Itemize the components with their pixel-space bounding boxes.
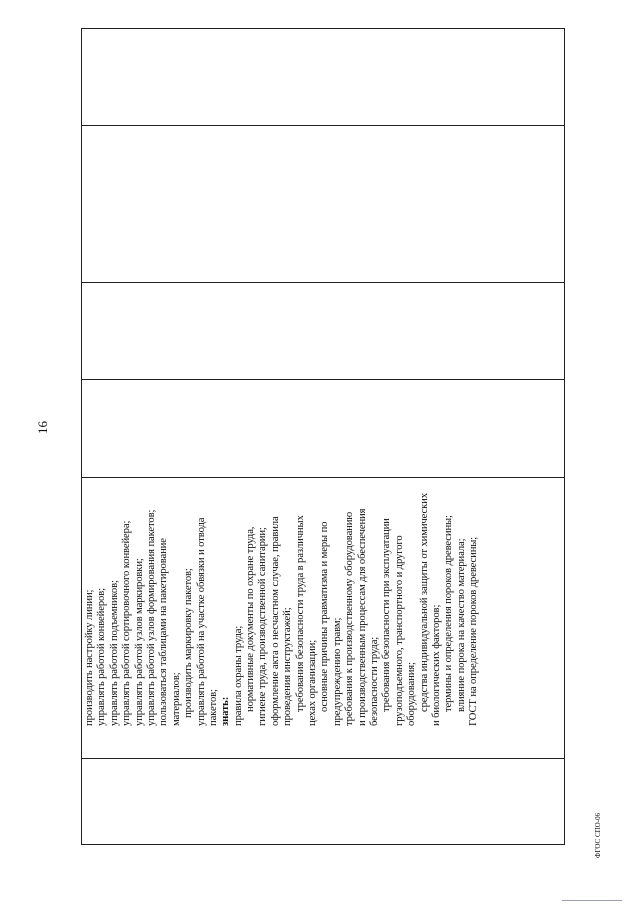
table-cell-empty-3 <box>82 283 564 380</box>
know-heading: знать: <box>220 696 232 726</box>
knowledge-line: влияние порока на качество материала; <box>455 538 467 712</box>
edge-marker-line <box>562 900 622 902</box>
knowledge-line: безопасности труда; <box>368 636 380 726</box>
knowledge-line: и производственным процессам для обеспечения <box>356 508 368 726</box>
knowledge-line: оборудования; <box>406 662 418 726</box>
knowledge-line: нормативные документы по охране труда, <box>245 526 257 712</box>
skill-line: пакетов; <box>207 689 219 726</box>
knowledge-line: оформление акта о несчастном случае, правила <box>269 516 281 726</box>
skill-line: управлять работой конвейеров; <box>96 588 108 726</box>
knowledge-line: гигиене труда, производственной санитарии; <box>257 527 269 726</box>
knowledge-line: цехах организации; <box>307 639 319 726</box>
content-text <box>84 454 484 726</box>
knowledge-line: ГОСТ на определение пороков древесины; <box>468 536 480 726</box>
skill-line: производить настройку линии; <box>84 589 95 726</box>
footer-code: ФГОС СПО-06 <box>594 812 602 858</box>
knowledge-line: требования к производственному оборудованию <box>344 511 356 726</box>
knowledge-line: проведения инструктажей; <box>282 607 294 726</box>
knowledge-line: требования безопасности труда в различных <box>294 515 306 712</box>
knowledge-line: требования безопасности при эксплуатации <box>381 518 393 712</box>
knowledge-line: правила охраны труда; <box>232 625 244 726</box>
skill-line: управлять работой узлов маркировки; <box>133 558 145 726</box>
table-cell-empty-2 <box>82 126 564 283</box>
knowledge-line: и биологических факторов; <box>430 604 442 726</box>
table-cell-empty-1 <box>82 29 564 126</box>
skill-line: материалов; <box>170 672 182 726</box>
skill-line: управлять работой сортировочного конвейера; <box>121 520 133 726</box>
skill-line: управлять работой на участке обвязки и отвода <box>195 517 207 726</box>
skill-line: производить маркировку пакетов; <box>183 568 195 718</box>
table-cell-empty-6 <box>82 759 564 844</box>
knowledge-line: основные причины травматизма и меры по <box>319 521 331 712</box>
knowledge-line: средства индивидуальной защиты от химических <box>418 493 430 712</box>
skill-line: управлять работой подъемников; <box>108 580 120 726</box>
knowledge-line: предупреждению травм; <box>331 617 343 726</box>
knowledge-line: термины и определения пороков древесины; <box>443 515 455 712</box>
knowledge-line: грузоподъемного, транспортного и другого <box>393 535 405 726</box>
skill-line: управлять работой узлов формирования пакетов; <box>145 509 157 726</box>
skill-line: пользоваться таблицами на пакетирование <box>158 538 170 726</box>
page-number: 16 <box>35 421 50 434</box>
